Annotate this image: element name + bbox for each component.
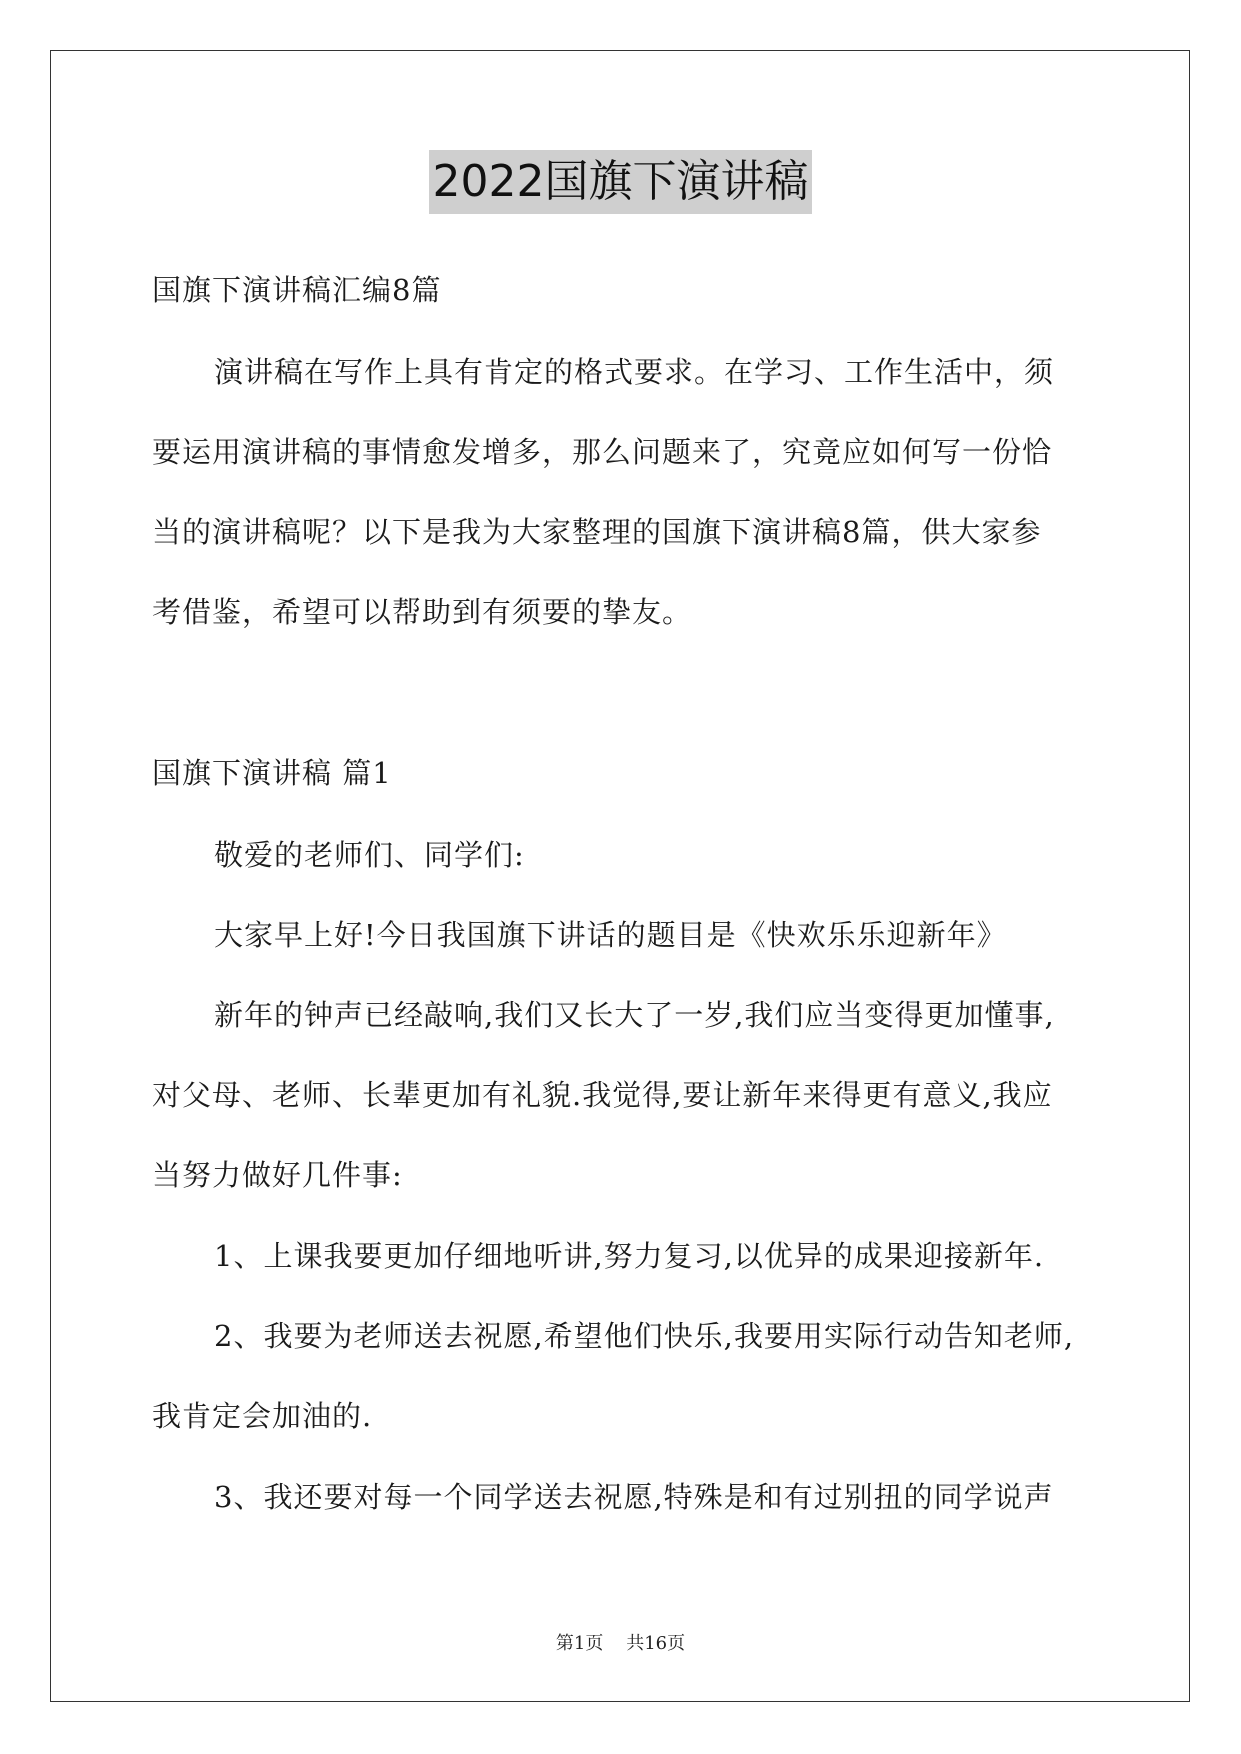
text-line: 考借鉴，希望可以帮助到有须要的挚友。: [152, 595, 693, 629]
text-line: 对父母、老师、长辈更加有礼貌.我觉得,要让新年来得更有意义,我应: [152, 1078, 1053, 1112]
text-line: 我肯定会加油的.: [152, 1399, 373, 1433]
text-line: 新年的钟声已经敲响,我们又长大了一岁,我们应当变得更加懂事,: [214, 998, 1055, 1032]
page-footer: 第1页 共16页: [555, 1633, 686, 1654]
text-line: 1、上课我要更加仔细地听讲,努力复习,以优异的成果迎接新年.: [214, 1239, 1045, 1273]
section-heading: 国旗下演讲稿 篇1: [152, 756, 392, 790]
text-line: 2、我要为老师送去祝愿,希望他们快乐,我要用实际行动告知老师,: [214, 1319, 1075, 1353]
text-line: 要运用演讲稿的事情愈发增多，那么问题来了，究竟应如何写一份恰: [152, 435, 1053, 469]
document-title: 2022国旗下演讲稿: [429, 150, 813, 214]
text-line: 敬爱的老师们、同学们:: [214, 838, 525, 872]
title-container: [0, 150, 1241, 214]
text-line: 大家早上好!今日我国旗下讲话的题目是《快欢乐乐迎新年》: [214, 918, 1007, 952]
text-line: 当的演讲稿呢？以下是我为大家整理的国旗下演讲稿8篇，供大家参: [152, 515, 1042, 549]
text-line: 当努力做好几件事:: [152, 1158, 403, 1192]
text-line: 3、我还要对每一个同学送去祝愿,特殊是和有过别扭的同学说声: [214, 1480, 1054, 1514]
text-line: 国旗下演讲稿汇编8篇: [152, 273, 442, 307]
text-line: 演讲稿在写作上具有肯定的格式要求。在学习、工作生活中，须: [214, 355, 1055, 389]
